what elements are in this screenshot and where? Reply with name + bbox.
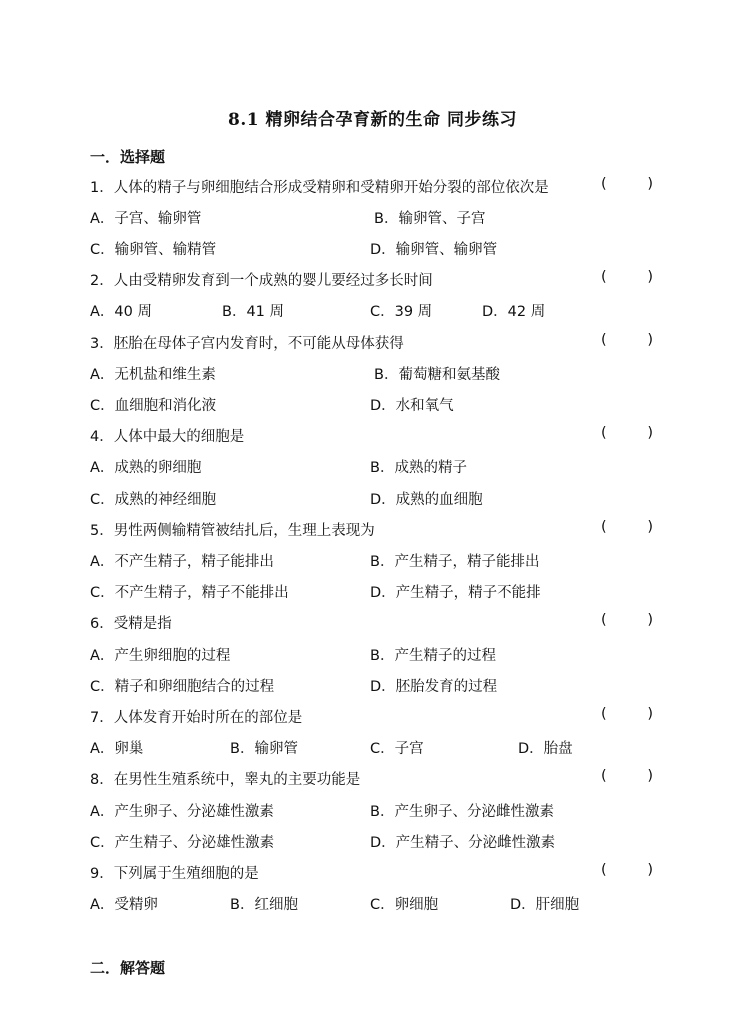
question-stem: 5．男性两侧输精管被结扎后，生理上表现为: [90, 523, 375, 539]
option: C．不产生精子，精子不能排出: [90, 585, 289, 601]
option: C．产生精子、分泌雄性激素: [90, 835, 275, 851]
answer-blank: ( ): [601, 519, 653, 535]
option: B．产生卵子、分泌雌性激素: [370, 804, 554, 820]
question-stem: 1．人体的精子与卵细胞结合形成受精卵和受精卵开始分裂的部位依次是: [90, 180, 549, 196]
option: A．产生卵子、分泌雄性激素: [90, 804, 274, 820]
option: B．输卵管: [230, 741, 298, 757]
option: A．不产生精子，精子能排出: [90, 554, 274, 570]
section-heading-choice: 一．选择题: [90, 148, 166, 166]
section-heading-answer: 二．解答题: [90, 959, 166, 977]
option: B．产生精子，精子能排出: [370, 554, 540, 570]
option: A．受精卵: [90, 897, 158, 913]
answer-blank: ( ): [601, 332, 653, 348]
option: D．产生精子、分泌雌性激素: [370, 835, 556, 851]
option: D．胎盘: [518, 741, 573, 757]
option: D．肝细胞: [510, 897, 580, 913]
question-stem: 3．胚胎在母体子宫内发育时，不可能从母体获得: [90, 336, 404, 352]
option: A．子宫、输卵管: [90, 211, 202, 227]
option: D．水和氧气: [370, 398, 454, 414]
option: B．成熟的精子: [370, 460, 467, 476]
answer-blank: ( ): [601, 768, 653, 784]
answer-blank: ( ): [601, 862, 653, 878]
question-stem: 9．下列属于生殖细胞的是: [90, 866, 259, 882]
option: A．成熟的卵细胞: [90, 460, 202, 476]
option: D．42 周: [482, 304, 546, 320]
option: A．40 周: [90, 304, 152, 320]
option: B．葡萄糖和氨基酸: [374, 367, 500, 383]
option: B．输卵管、子宫: [374, 211, 486, 227]
option: C．子宫: [370, 741, 424, 757]
option: A．产生卵细胞的过程: [90, 648, 231, 664]
option: D．产生精子，精子不能排: [370, 585, 541, 601]
option: C．卵细胞: [370, 897, 439, 913]
option: B．产生精子的过程: [370, 648, 496, 664]
option: D．胚胎发育的过程: [370, 679, 498, 695]
answer-blank: ( ): [601, 706, 653, 722]
option: B．41 周: [222, 304, 285, 320]
question-stem: 2．人由受精卵发育到一个成熟的婴儿要经过多长时间: [90, 273, 433, 289]
answer-blank: ( ): [601, 425, 653, 441]
option: B．红细胞: [230, 897, 298, 913]
option: D．成熟的血细胞: [370, 492, 483, 508]
option: C．血细胞和消化液: [90, 398, 217, 414]
answer-blank: ( ): [601, 269, 653, 285]
question-stem: 6．受精是指: [90, 616, 172, 632]
option: C．39 周: [370, 304, 433, 320]
question-stem: 7．人体发育开始时所在的部位是: [90, 710, 303, 726]
page-title: 8.1 精卵结合孕育新的生命 同步练习: [228, 110, 517, 130]
question-stem: 8．在男性生殖系统中，睾丸的主要功能是: [90, 772, 361, 788]
option: D．输卵管、输卵管: [370, 242, 498, 258]
option: C．精子和卵细胞结合的过程: [90, 679, 275, 695]
answer-blank: ( ): [601, 612, 653, 628]
option: A．无机盐和维生素: [90, 367, 216, 383]
option: C．成熟的神经细胞: [90, 492, 217, 508]
option: A．卵巢: [90, 741, 144, 757]
option: C．输卵管、输精管: [90, 242, 217, 258]
question-stem: 4．人体中最大的细胞是: [90, 429, 245, 445]
answer-blank: ( ): [601, 176, 653, 192]
